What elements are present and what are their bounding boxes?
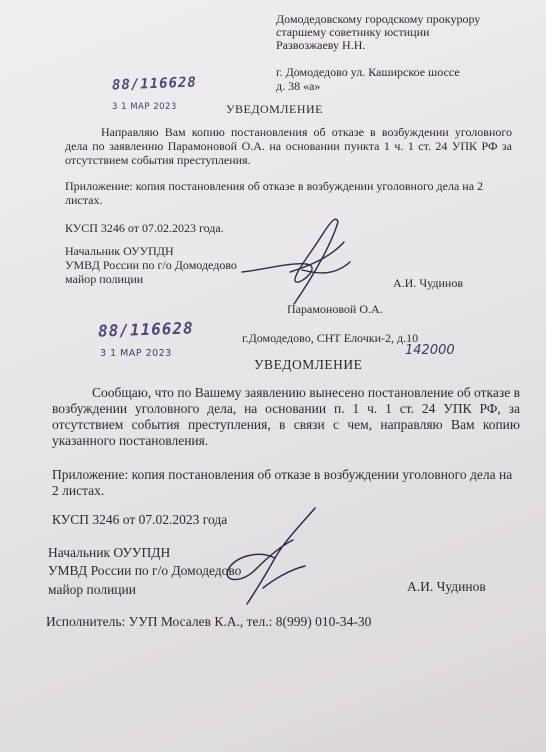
kusp-reference: КУСП 3246 от 07.02.2023 года. — [65, 221, 224, 235]
signer-position-2: УМВД России по г/о Домодедово — [65, 258, 237, 272]
registration-stamp-number: 88/116628 — [111, 74, 198, 94]
signer-position-2-2: УМВД России по г/о Домодедово — [48, 563, 242, 578]
attachment-note: Приложение: копия постановления об отказе в возбуждении уголовного дела на 2 листах. — [65, 179, 484, 207]
addressee-line-1: Домодедовскому городскому прокурору — [276, 12, 481, 26]
executor-line: Исполнитель: УУП Мосалев К.А., тел.: 8(999) 010-34-30 — [46, 614, 372, 629]
letter-body-2: Сообщаю, что по Вашему заявлению вынесено постановление об отказе в возбуждении уголовного дела, на основании п. 1 ч. 1 ст. 24 УПК РФ, за отсутствием события преступления, в связи с чем, направляю Вам копию указанного постановления. — [52, 385, 520, 448]
registration-stamp-date-2: 3 1 МАР 2023 — [100, 348, 172, 359]
address-line-1: г. Домодедово ул. Каширское шоссе — [276, 65, 460, 79]
signer-rank-2: майор полиции — [48, 582, 136, 597]
signer-rank: майор полиции — [65, 272, 144, 286]
signer-position-2-1: Начальник ОУУПДН — [48, 545, 171, 560]
recipient-address: г.Домодедово, СНТ Елочки-2, д.10 — [242, 331, 419, 345]
letter-title: УВЕДОМЛЕНИЕ — [226, 102, 323, 116]
letter-body: Направляю Вам копию постановления об отказе в возбуждении уголовного дела по заявлению Парамоновой О.А. на основании пункта 1 ч. 1 ст. 24 УПК РФ за отсутствием события преступления. — [65, 125, 512, 167]
addressee-line-3: Развозжаеву Н.Н. — [276, 38, 366, 52]
signature-2 — [215, 500, 335, 620]
attachment-note-2: Приложение: копия постановления об отказе в возбуждении уголовного дела на 2 листах. — [52, 467, 513, 498]
signer-name-2: А.И. Чудинов — [407, 579, 486, 594]
signer-position-1: Начальник ОУУПДН — [65, 244, 174, 258]
letter-title-2: УВЕДОМЛЕНИЕ — [254, 357, 363, 372]
handwritten-postcode: 142000 — [405, 343, 455, 358]
registration-stamp-number-2: 88/116628 — [97, 318, 195, 341]
signer-name: А.И. Чудинов — [393, 276, 463, 290]
kusp-reference-2: КУСП 3246 от 07.02.2023 года — [52, 512, 228, 527]
addressee-line-2: старшему советнику юстиции — [276, 25, 430, 39]
address-line-2: д. 38 «а» — [276, 79, 321, 93]
registration-stamp-date: 3 1 МАР 2023 — [112, 102, 177, 112]
recipient-name: Парамоновой О.А. — [287, 302, 383, 316]
